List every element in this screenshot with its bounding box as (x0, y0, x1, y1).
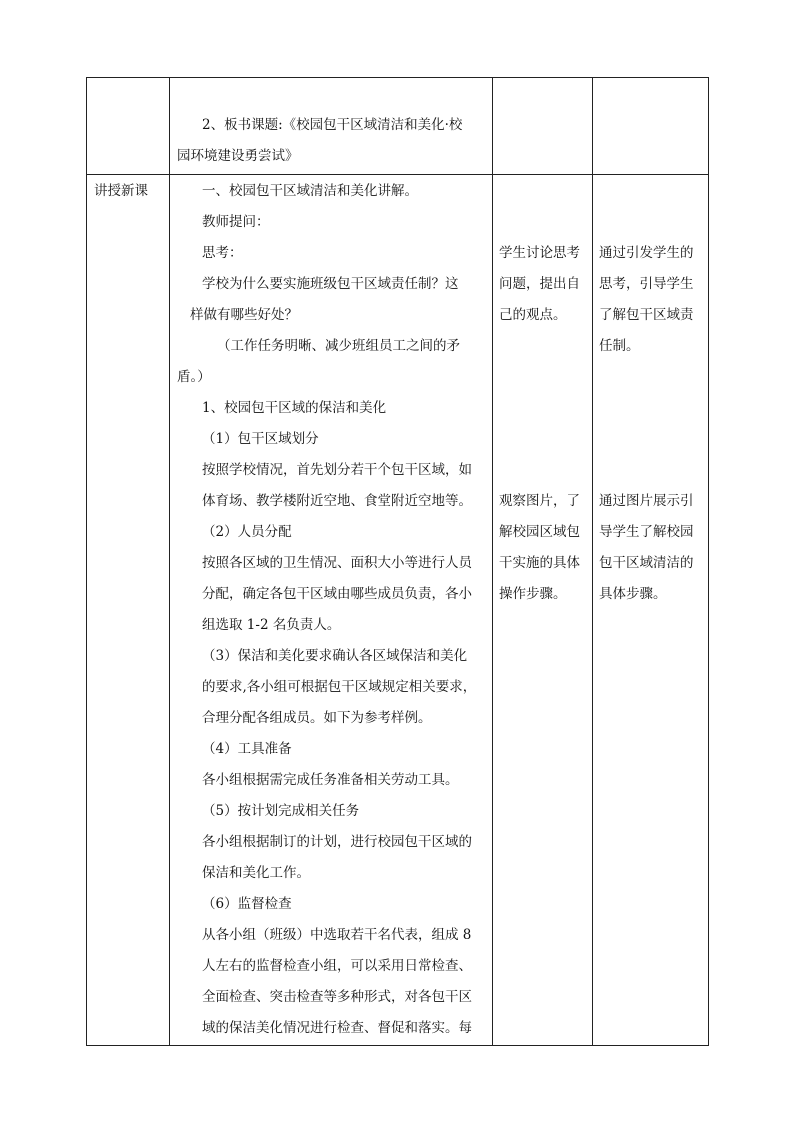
design-intent-2-line: 具体步骤。 (599, 586, 667, 602)
student-activity-2-line: 干实施的具体 (499, 555, 580, 571)
lesson-plan-table (86, 77, 709, 1046)
student-activity-2-line: 操作步骤。 (499, 586, 567, 602)
student-activity-2-line: 观察图片，了 (499, 493, 580, 509)
design-intent-1-line: 了解包干区域责 (599, 307, 694, 323)
design-intent-1-line: 任制。 (599, 338, 640, 354)
content-line: 各小组根据制订的计划，进行校园包干区域的 (202, 834, 472, 850)
student-activity-1-line: 学生讨论思考 (499, 245, 580, 261)
content-line: 分配，确定各包干区域由哪些成员负责，各小 (202, 586, 472, 602)
content-line: 一、校园包干区域清洁和美化讲解。 (202, 183, 418, 199)
content-line: 学校为什么要实施班级包干区域责任制？这 (202, 276, 459, 292)
row2-col2 (170, 175, 493, 1046)
content-line: 教师提问： (202, 214, 270, 230)
content-line: 按照学校情况，首先划分若干个包干区域，如 (202, 462, 472, 478)
table-row (87, 78, 709, 175)
student-activity-1-line: 问题，提出自 (499, 276, 580, 292)
row1-col1 (87, 78, 170, 175)
design-intent-1-line: 思考，引导学生 (599, 276, 694, 292)
content-line: 全面检查、突击检查等多种形式，对各包干区 (202, 989, 472, 1005)
blackboard-title-line-2: 园环境建设勇尝试》 (177, 148, 299, 164)
student-activity-1-line: 己的观点。 (499, 307, 567, 323)
content-line: （6）监督检查 (202, 896, 292, 912)
content-line: 按照各区域的卫生情况、面积大小等进行人员 (202, 555, 472, 571)
row2-col1 (87, 175, 170, 1046)
content-line: 域的保洁美化情况进行检查、督促和落实。每 (202, 1020, 472, 1036)
content-line: （工作任务明晰、减少班组员工之间的矛 (217, 338, 460, 354)
design-intent-2-line: 导学生了解校园 (599, 524, 694, 540)
content-line: 保洁和美化工作。 (202, 865, 310, 881)
row1-col2 (170, 78, 493, 175)
content-line: 从各小组（班级）中选取若干名代表，组成 8 (202, 927, 472, 943)
row2-col4 (593, 175, 709, 1046)
content-line: 1、校园包干区域的保洁和美化 (202, 400, 387, 416)
content-line: 的要求,各小组可根据包干区域规定相关要求， (202, 679, 477, 695)
content-line: （5）按计划完成相关任务 (202, 803, 360, 819)
teaching-content (170, 175, 492, 1044)
design-intent-2-line: 包干区域清洁的 (599, 555, 694, 571)
content-line: （4）工具准备 (202, 741, 292, 757)
content-line: 组选取 1-2 名负责人。 (202, 617, 341, 633)
content-line: 盾。） (177, 369, 211, 385)
row2-col3 (493, 175, 593, 1046)
content-line: 思考： (202, 245, 243, 261)
content-line: 合理分配各组成员。如下为参考样例。 (202, 710, 432, 726)
table-row (87, 175, 709, 1046)
content-line: （2）人员分配 (202, 524, 292, 540)
section-label: 讲授新课 (94, 183, 148, 199)
design-intent-1-line: 通过引发学生的 (599, 245, 694, 261)
row1-col4 (593, 78, 709, 175)
blackboard-title-line-1: 2、板书课题:《校园包干区域清洁和美化·校 (202, 117, 463, 133)
content-line: 样做有哪些好处？ (190, 307, 298, 323)
content-line: 各小组根据需完成任务准备相关劳动工具。 (202, 772, 459, 788)
row1-col3 (493, 78, 593, 175)
design-intent-2-line: 通过图片展示引 (599, 493, 694, 509)
content-line: （1）包干区域划分 (202, 431, 319, 447)
student-activity-2-line: 解校园区域包 (499, 524, 580, 540)
content-line: 体育场、教学楼附近空地、食堂附近空地等。 (202, 493, 472, 509)
content-line: （3）保洁和美化要求确认各区域保洁和美化 (202, 648, 468, 664)
content-line: 人左右的监督检查小组，可以采用日常检查、 (202, 958, 472, 974)
